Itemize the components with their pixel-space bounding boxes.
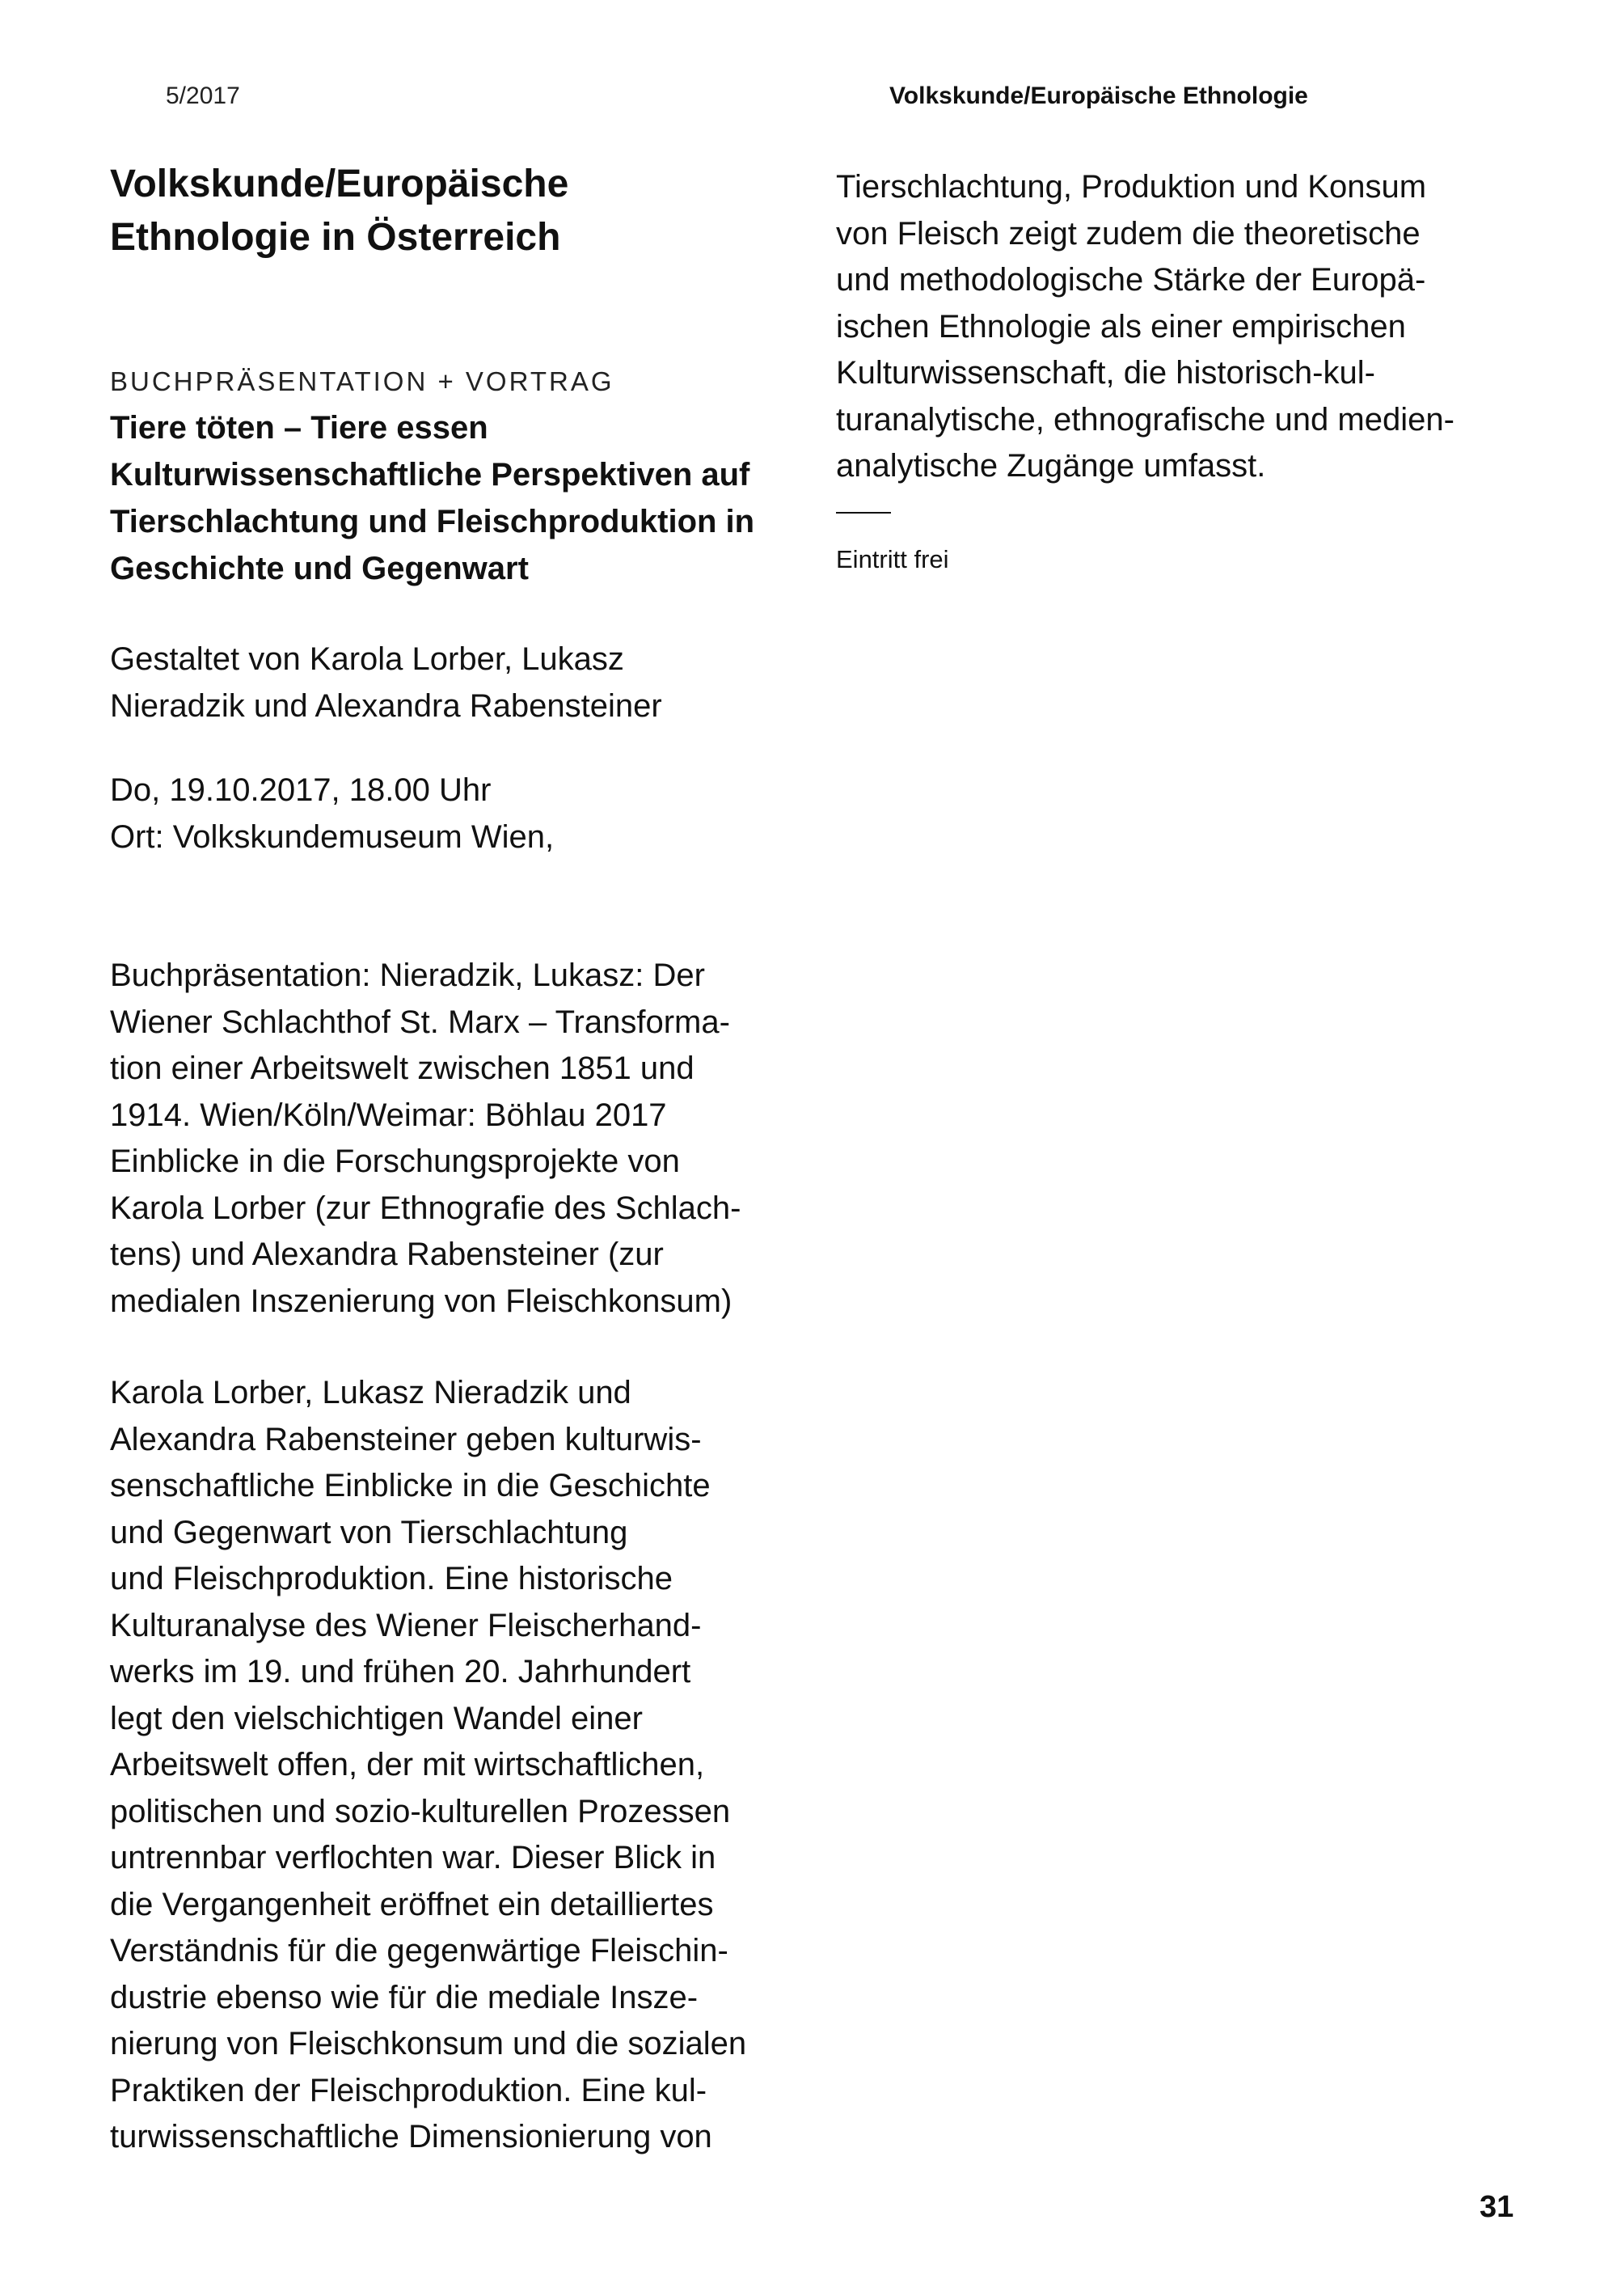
text-line: tion einer Arbeitswelt zwischen 1851 und [110,1051,695,1086]
event-subtitle [110,404,754,592]
text-line: ischen Ethnologie als einer empirischen [836,308,1406,345]
text-line: Karola Lorber, Lukasz Nieradzik und [110,1375,631,1410]
text-line: politischen und sozio-kulturellen Prozessen [110,1793,731,1829]
text-line: legt den vielschichtigen Wandel einer [110,1700,643,1736]
continuation-paragraph [836,164,1454,490]
text-line: nierung von Fleischkonsum und die sozialen [110,2026,747,2061]
text-line: Arbeitswelt offen, der mit wirtschaftlichen, [110,1747,705,1782]
text-line: die Vergangenheit eröffnet ein detailliertes [110,1886,714,1922]
text-line: analytische Zugänge umfasst. [836,448,1266,484]
page-number: 31 [1480,2190,1514,2224]
text-line: turwissenschaftliche Dimensionierung von [110,2119,712,2154]
admission-note: Eintritt frei [836,545,949,573]
issue-number: 5/2017 [166,82,240,109]
text-line: senschaftliche Einblicke in die Geschichte [110,1468,711,1503]
page-title [110,158,568,264]
text-line: Geschichte und Gegenwart [110,551,529,586]
description-paragraph [110,1370,746,2161]
text-line: Volkskunde/Europäische [110,163,569,205]
text-line: Ort: Volkskundemuseum Wien, [110,818,555,855]
text-line: und Fleischproduktion. Eine historische [110,1561,673,1596]
text-line: medialen Inszenierung von Fleischkonsum) [110,1283,733,1319]
text-line: tens) und Alexandra Rabensteiner (zur [110,1237,664,1272]
text-line: Ethnologie in Österreich [110,216,561,259]
text-line: Kulturwissenschaftliche Perspektiven auf [110,457,750,493]
text-line: Do, 19.10.2017, 18.00 Uhr [110,772,492,808]
event-kicker: BUCHPRÄSENTATION + VORTRAG [110,366,614,396]
divider [836,512,891,514]
text-line: untrennbar verflochten war. Dieser Blick in [110,1840,716,1875]
book-paragraph [110,953,741,1325]
section-header: Volkskunde/Europäische Ethnologie [889,82,1308,109]
text-line: Kulturwissenschaft, die historisch-kul- [836,355,1375,391]
text-line: Nieradzik und Alexandra Rabensteiner [110,687,662,724]
text-line: und methodologische Stärke der Europä- [836,262,1426,298]
text-line: Kulturanalyse des Wiener Fleischerhand- [110,1607,702,1643]
text-line: 1914. Wien/Köln/Weimar: Böhlau 2017 [110,1097,667,1133]
text-line: Karola Lorber (zur Ethnografie des Schlach- [110,1190,741,1226]
text-line: Verständnis für die gegenwärtige Fleischin- [110,1933,728,1968]
text-line: Tierschlachtung und Fleischproduktion in [110,504,755,539]
text-line: Einblicke in die Forschungsprojekte von [110,1144,680,1179]
datetime-paragraph [110,767,554,860]
text-line: turanalytische, ethnografische und medien- [836,401,1454,438]
text-line: Alexandra Rabensteiner geben kulturwis- [110,1421,702,1457]
text-line: Praktiken der Fleischproduktion. Eine kul- [110,2072,707,2108]
text-line: und Gegenwart von Tierschlachtung [110,1514,628,1550]
text-line: Tierschlachtung, Produktion und Konsum [836,169,1427,205]
text-line: Tiere töten – Tiere essen [110,410,488,446]
text-line: Gestaltet von Karola Lorber, Lukasz [110,641,624,677]
text-line: werks im 19. und frühen 20. Jahrhundert [110,1654,691,1689]
text-line: dustrie ebenso wie für die mediale Insze- [110,1979,699,2015]
text-line: Wiener Schlachthof St. Marx – Transforma- [110,1004,730,1040]
text-line: von Fleisch zeigt zudem die theoretische [836,215,1421,252]
organizers-paragraph [110,636,662,729]
text-line: Buchpräsentation: Nieradzik, Lukasz: Der [110,958,705,993]
